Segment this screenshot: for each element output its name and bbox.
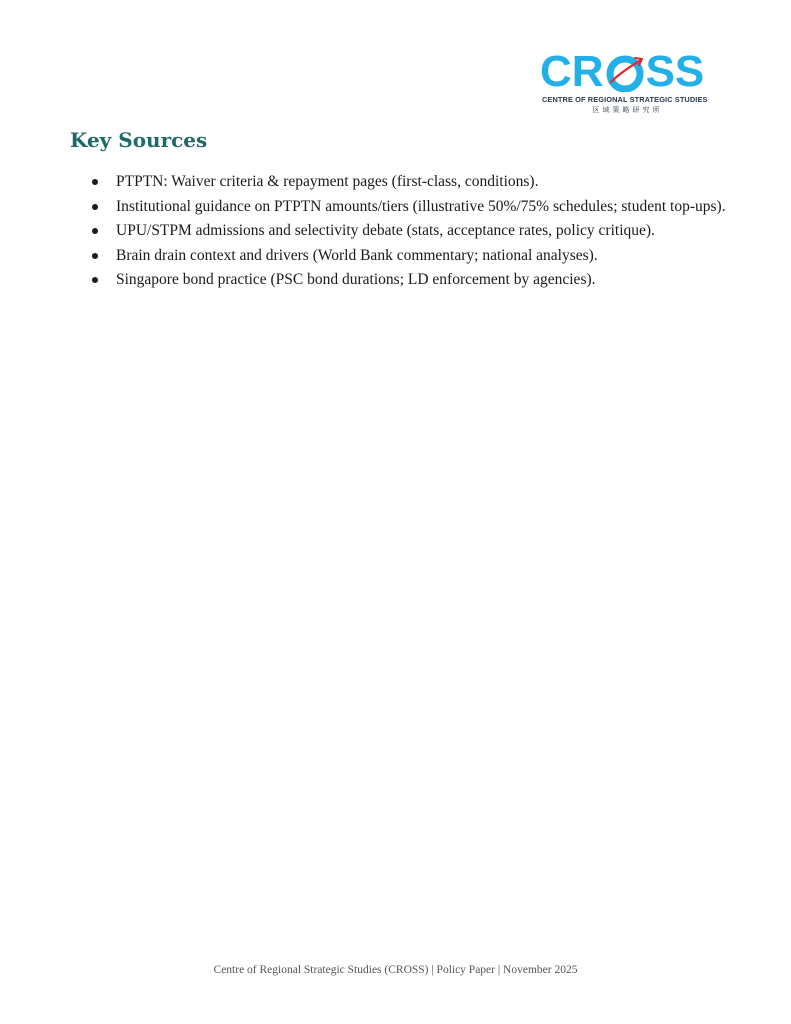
- bullet-icon: [92, 277, 98, 283]
- list-item-text: PTPTN: Waiver criteria & repayment pages (first-class, conditions).: [116, 173, 539, 190]
- logo-letters-cr: CR: [540, 47, 604, 96]
- list-item-text: Singapore bond practice (PSC bond durations; LD enforcement by agencies).: [116, 271, 596, 288]
- list-item: [92, 195, 732, 220]
- list-item: [92, 219, 732, 244]
- globe-icon: [605, 52, 645, 92]
- list-item: [92, 244, 732, 269]
- logo-tagline: CENTRE OF REGIONAL STRATEGIC STUDIES: [542, 95, 708, 104]
- page-footer: Centre of Regional Strategic Studies (CROSS) | Policy Paper | November 2025: [213, 964, 578, 976]
- list-item: [92, 170, 732, 195]
- list-item-text: UPU/STPM admissions and selectivity debate (stats, acceptance rates, policy critique).: [116, 222, 655, 239]
- bullet-icon: [92, 179, 98, 185]
- list-item-text: Brain drain context and drivers (World Bank commentary; national analyses).: [116, 246, 598, 264]
- bullet-icon: [92, 204, 98, 210]
- list-item-text: Institutional guidance on PTPTN amounts/tiers (illustrative 50%/75% schedules; student top-ups).: [116, 197, 726, 215]
- logo-chinese-name: 区域策略研究所: [592, 106, 663, 114]
- cross-logo: [540, 47, 715, 116]
- section-title: Key Sources: [70, 128, 208, 152]
- list-item: [92, 268, 732, 293]
- logo-letters-ss: SS: [645, 47, 705, 96]
- bullet-icon: [92, 253, 98, 259]
- sources-list: [92, 170, 732, 293]
- logo-wordmark: [540, 47, 705, 96]
- bullet-icon: [92, 228, 98, 234]
